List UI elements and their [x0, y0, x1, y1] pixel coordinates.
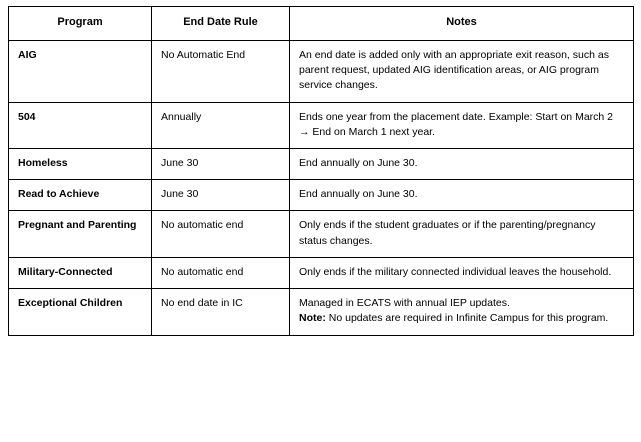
cell-end-date-rule: No Automatic End — [152, 40, 290, 102]
table-row — [9, 289, 634, 335]
table-header-row — [9, 7, 634, 41]
cell-end-date-rule: No end date in IC — [152, 289, 290, 335]
cell-notes: End annually on June 30. — [290, 149, 634, 180]
cell-end-date-rule: No automatic end — [152, 211, 290, 257]
cell-program: 504 — [9, 102, 152, 148]
cell-program: Read to Achieve — [9, 180, 152, 211]
table-row — [9, 102, 634, 148]
cell-notes — [290, 289, 634, 335]
cell-end-date-rule: Annually — [152, 102, 290, 148]
cell-program: Homeless — [9, 149, 152, 180]
table-row — [9, 180, 634, 211]
cell-notes: Only ends if the military connected individual leaves the household. — [290, 257, 634, 288]
notes-line-1: Managed in ECATS with annual IEP updates. — [299, 297, 510, 310]
cell-program: AIG — [9, 40, 152, 102]
cell-notes: Only ends if the student graduates or if the parenting/pregnancy status changes. — [290, 211, 634, 257]
table-row — [9, 149, 634, 180]
cell-program: Military-Connected — [9, 257, 152, 288]
notes-label: Note: — [299, 312, 326, 325]
table-row — [9, 40, 634, 102]
column-header-end-date-rule: End Date Rule — [152, 7, 290, 41]
cell-end-date-rule: June 30 — [152, 149, 290, 180]
cell-program: Pregnant and Parenting — [9, 211, 152, 257]
cell-notes: An end date is added only with an appropriate exit reason, such as parent request, updated AIG identification areas, or AIG program service changes. — [290, 40, 634, 102]
cell-notes: End annually on June 30. — [290, 180, 634, 211]
column-header-notes: Notes — [290, 7, 634, 41]
column-header-program: Program — [9, 7, 152, 41]
table-row — [9, 211, 634, 257]
notes-line-2: No updates are required in Infinite Campus for this program. — [325, 312, 609, 325]
cell-end-date-rule: No automatic end — [152, 257, 290, 288]
cell-program: Exceptional Children — [9, 289, 152, 335]
cell-end-date-rule: June 30 — [152, 180, 290, 211]
cell-notes: Ends one year from the placement date. Example: Start on March 2 → End on March 1 next year. — [290, 102, 634, 148]
table-body — [9, 40, 634, 335]
program-end-date-table — [8, 6, 634, 336]
table-header — [9, 7, 634, 41]
table-row — [9, 257, 634, 288]
